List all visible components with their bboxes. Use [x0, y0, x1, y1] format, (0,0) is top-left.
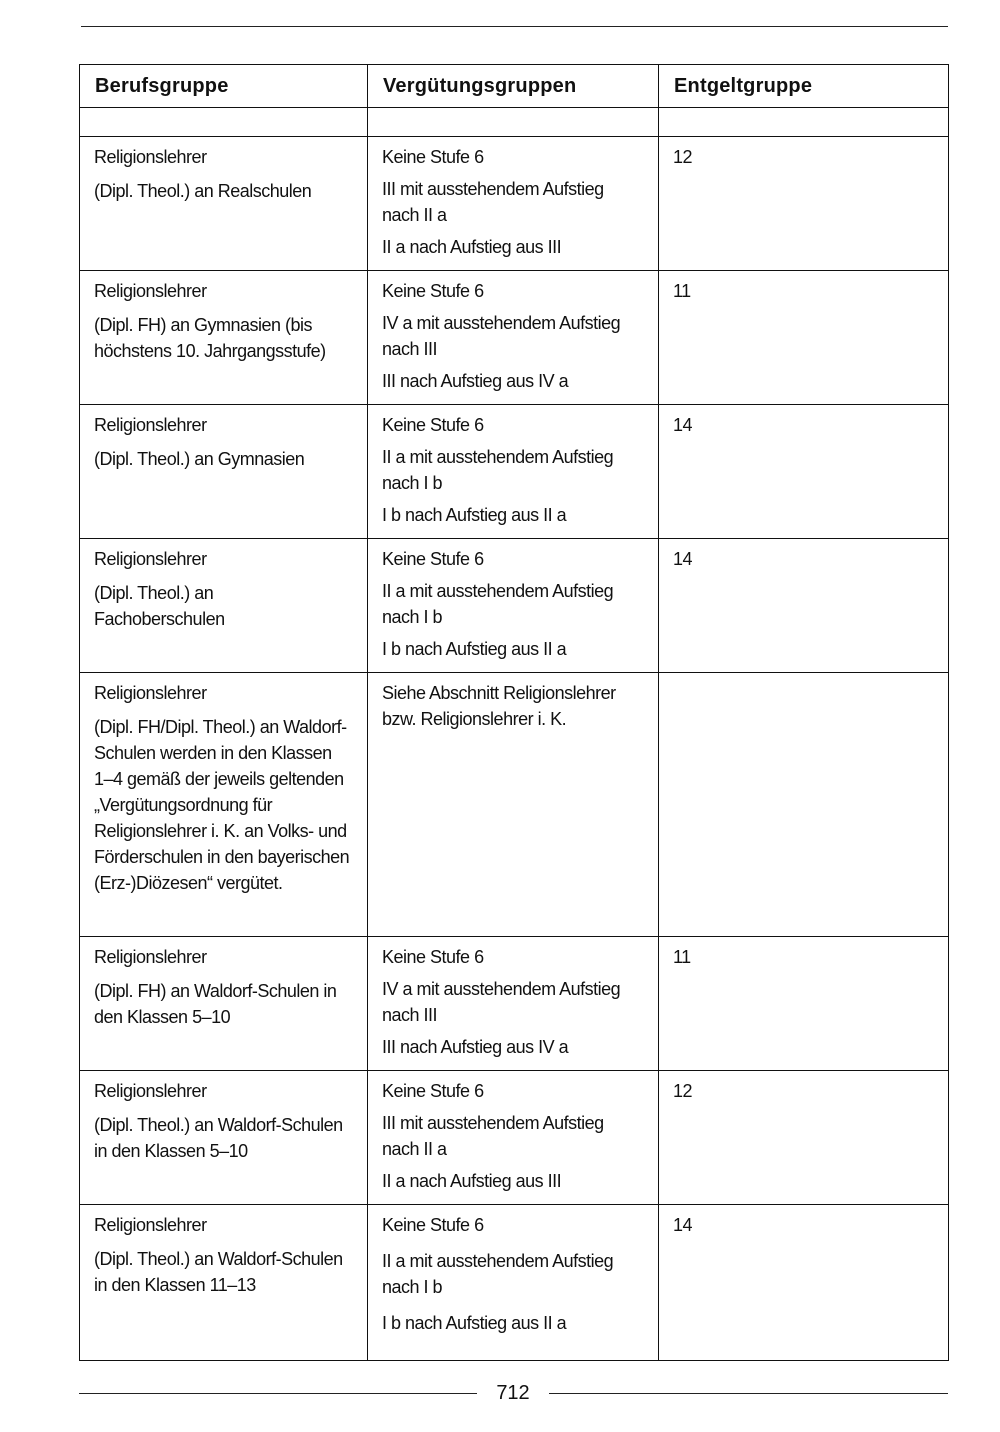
- cell-verguetungsgruppen: [368, 405, 659, 539]
- role-title: Religionslehrer: [94, 415, 207, 435]
- page-footer: [79, 1380, 948, 1406]
- cell-entgeltgruppe: 14: [659, 539, 949, 673]
- vg-line: II a nach Aufstieg aus III: [382, 237, 562, 257]
- footer-rule-right: [549, 1393, 948, 1394]
- table-row: [80, 539, 949, 673]
- cell-verguetungsgruppen: [368, 937, 659, 1071]
- vg-line: III mit ausstehendem Aufstieg nach II a: [382, 179, 604, 225]
- vg-line: I b nach Aufstieg aus II a: [382, 639, 567, 659]
- role-detail: (Dipl. Theol.) an Waldorf-Schulen in den Klassen 11–13: [94, 1249, 343, 1295]
- role-detail: (Dipl. Theol.) an Gymnasien: [94, 449, 305, 469]
- header-verguetungsgruppen: Vergütungsgruppen: [368, 65, 659, 108]
- table-row: [80, 937, 949, 1071]
- table-row: [80, 1071, 949, 1205]
- vg-line: I b nach Aufstieg aus II a: [382, 1313, 567, 1333]
- role-detail: (Dipl. FH) an Gymnasien (bis höchstens 10. Jahrgangsstufe): [94, 315, 326, 361]
- vg-line: II a mit ausstehendem Aufstieg nach I b: [382, 447, 614, 493]
- role-detail: (Dipl. FH/Dipl. Theol.) an Waldorf-Schulen werden in den Klassen 1–4 gemäß der jeweils geltenden „Vergütungsordnung für Religionslehrer i. K. an Volks- und Förderschulen in den bayerischen (Erz-)Diözesen“ vergütet.: [94, 717, 350, 893]
- cell-verguetungsgruppen: [368, 271, 659, 405]
- page-number: 712: [496, 1382, 530, 1404]
- cell-entgeltgruppe: 11: [659, 937, 949, 1071]
- vg-line: Keine Stufe 6: [382, 147, 484, 167]
- role-title: Religionslehrer: [94, 947, 207, 967]
- role-title: Religionslehrer: [94, 1081, 207, 1101]
- cell-verguetungsgruppen: [368, 1071, 659, 1205]
- vg-line: Keine Stufe 6: [382, 1215, 484, 1235]
- cell-berufsgruppe: [80, 1071, 368, 1205]
- vg-line: Keine Stufe 6: [382, 947, 484, 967]
- vg-line: III mit ausstehendem Aufstieg nach II a: [382, 1113, 604, 1159]
- vg-line: III nach Aufstieg aus IV a: [382, 1037, 569, 1057]
- header-berufsgruppe: Berufsgruppe: [80, 65, 368, 108]
- cell-entgeltgruppe: 12: [659, 1071, 949, 1205]
- cell-berufsgruppe: [80, 271, 368, 405]
- cell-berufsgruppe: [80, 539, 368, 673]
- vg-line: Keine Stufe 6: [382, 549, 484, 569]
- cell-entgeltgruppe: 12: [659, 137, 949, 271]
- vg-line: Keine Stufe 6: [382, 415, 484, 435]
- role-title: Religionslehrer: [94, 549, 207, 569]
- cell-verguetungsgruppen: [368, 539, 659, 673]
- cell-entgeltgruppe: 11: [659, 271, 949, 405]
- table-row: [80, 137, 949, 271]
- role-title: Religionslehrer: [94, 1215, 207, 1235]
- role-detail: (Dipl. Theol.) an Fachoberschulen: [94, 583, 225, 629]
- pay-classification-table: [79, 64, 949, 1361]
- cell-entgeltgruppe: [659, 673, 949, 937]
- top-divider: [81, 26, 948, 27]
- vg-line: IV a mit ausstehendem Aufstieg nach III: [382, 979, 621, 1025]
- vg-line: Keine Stufe 6: [382, 1081, 484, 1101]
- role-detail: (Dipl. FH) an Waldorf-Schulen in den Klassen 5–10: [94, 981, 337, 1027]
- role-detail: (Dipl. Theol.) an Realschulen: [94, 181, 312, 201]
- role-title: Religionslehrer: [94, 683, 207, 703]
- cell-berufsgruppe: [80, 405, 368, 539]
- vg-line: IV a mit ausstehendem Aufstieg nach III: [382, 313, 621, 359]
- table-row: [80, 1205, 949, 1361]
- vg-line: I b nach Aufstieg aus II a: [382, 505, 567, 525]
- footer-rule-left: [79, 1393, 477, 1394]
- cell-verguetungsgruppen: [368, 137, 659, 271]
- vg-line: II a mit ausstehendem Aufstieg nach I b: [382, 1251, 614, 1297]
- vg-line: III nach Aufstieg aus IV a: [382, 371, 569, 391]
- vg-line: II a mit ausstehendem Aufstieg nach I b: [382, 581, 614, 627]
- cell-berufsgruppe: [80, 673, 368, 937]
- header-entgeltgruppe: Entgeltgruppe: [659, 65, 949, 108]
- vg-line: II a nach Aufstieg aus III: [382, 1171, 562, 1191]
- vg-line: Keine Stufe 6: [382, 281, 484, 301]
- role-title: Religionslehrer: [94, 281, 207, 301]
- cell-berufsgruppe: [80, 137, 368, 271]
- table-spacer-row: [80, 108, 949, 137]
- table-row: [80, 271, 949, 405]
- cell-entgeltgruppe: 14: [659, 405, 949, 539]
- role-detail: (Dipl. Theol.) an Waldorf-Schulen in den Klassen 5–10: [94, 1115, 343, 1161]
- table-row: [80, 673, 949, 937]
- table-header-row: [80, 65, 949, 108]
- cell-berufsgruppe: [80, 937, 368, 1071]
- table-row: [80, 405, 949, 539]
- role-title: Religionslehrer: [94, 147, 207, 167]
- cell-verguetungsgruppen: [368, 1205, 659, 1361]
- cell-entgeltgruppe: 14: [659, 1205, 949, 1361]
- cell-verguetungsgruppen: Siehe Abschnitt Religionslehrer bzw. Religionslehrer i. K.: [368, 673, 659, 937]
- cell-berufsgruppe: [80, 1205, 368, 1361]
